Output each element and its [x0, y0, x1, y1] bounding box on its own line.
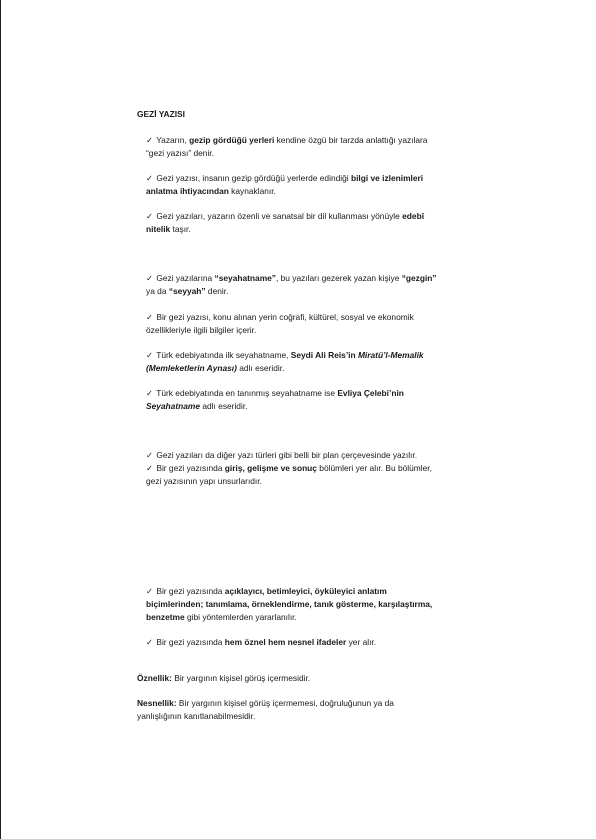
paragraph-seyahatname: ✓ Gezi yazılarına “seyahatname”, bu yazıları gezerek yazan kişiye “gezgin” ya da “seyyah” denir.: [146, 273, 437, 296]
checkmark-icon: ✓: [146, 450, 154, 460]
definition-oznellik: Öznellik: Bir yargının kişisel görüş içermesidir.: [137, 673, 311, 683]
page-left-border: [0, 0, 1, 840]
checkmark-icon: ✓: [146, 388, 154, 398]
paragraph-icerik: ✓ Bir gezi yazısı, konu alınan yerin coğrafi, kültürel, sosyal ve ekonomik özellikleriyle ilgili bilgiler içerir.: [146, 312, 414, 335]
checkmark-icon: ✓: [146, 312, 154, 322]
paragraph-yapi-unsurlari: ✓ Bir gezi yazısında giriş, gelişme ve sonuç bölümleri yer alır. Bu bölümler, gezi yazısının yapı unsurlarıdır.: [146, 463, 432, 486]
checkmark-icon: ✓: [146, 463, 154, 473]
paragraph-edebi-nitelik: ✓ Gezi yazıları, yazarın özenli ve sanatsal bir dil kullanması yönüyle edebî nitelik taşır.: [146, 211, 425, 234]
document-title: GEZİ YAZISI: [137, 109, 185, 119]
checkmark-icon: ✓: [146, 135, 154, 145]
paragraph-anlatim-bicimleri: ✓ Bir gezi yazısında açıklayıcı, betimleyici, öyküleyici anlatım biçimlerinden; tanımlama, örneklendirme, tanık gösterme, karşılaştırma, benzetme gibi yöntemlerden yararlanılır.: [146, 586, 433, 622]
checkmark-icon: ✓: [146, 273, 154, 283]
paragraph-oznel-nesnel: ✓ Bir gezi yazısında hem öznel hem nesnel ifadeler yer alır.: [146, 637, 377, 647]
paragraph-gezi-kaynak: ✓ Gezi yazısı, insanın gezip gördüğü yerlerde edindiği bilgi ve izlenimleri anlatma ihtiyacından kaynaklanır.: [146, 173, 424, 196]
checkmark-icon: ✓: [146, 211, 154, 221]
definition-nesnellik: Nesnellik: Bir yargının kişisel görüş içermemesi, doğruluğunun ya da yanlışlığının kanıtlanabilmesidir.: [137, 698, 394, 721]
paragraph-gezi-tanimi: ✓ Yazarın, gezip gördüğü yerleri kendine özgü bir tarzda anlattığı yazılara “gezi yazısı” denir.: [146, 135, 428, 158]
paragraph-evliya-celebi: ✓ Türk edebiyatında en tanınmış seyahatname ise Evliya Çelebi’nin Seyahatname adlı eseridir.: [146, 388, 404, 411]
paragraph-ilk-seyahatname: ✓ Türk edebiyatında ilk seyahatname, Seydi Ali Reis’in Miratü’l-Memalik (Memleketlerin Aynası) adlı eseridir.: [146, 350, 424, 373]
checkmark-icon: ✓: [146, 173, 154, 183]
checkmark-icon: ✓: [146, 350, 154, 360]
paragraph-plan: ✓ Gezi yazıları da diğer yazı türleri gibi belli bir plan çerçevesinde yazılır.: [146, 450, 418, 460]
checkmark-icon: ✓: [146, 637, 154, 647]
checkmark-icon: ✓: [146, 586, 154, 596]
